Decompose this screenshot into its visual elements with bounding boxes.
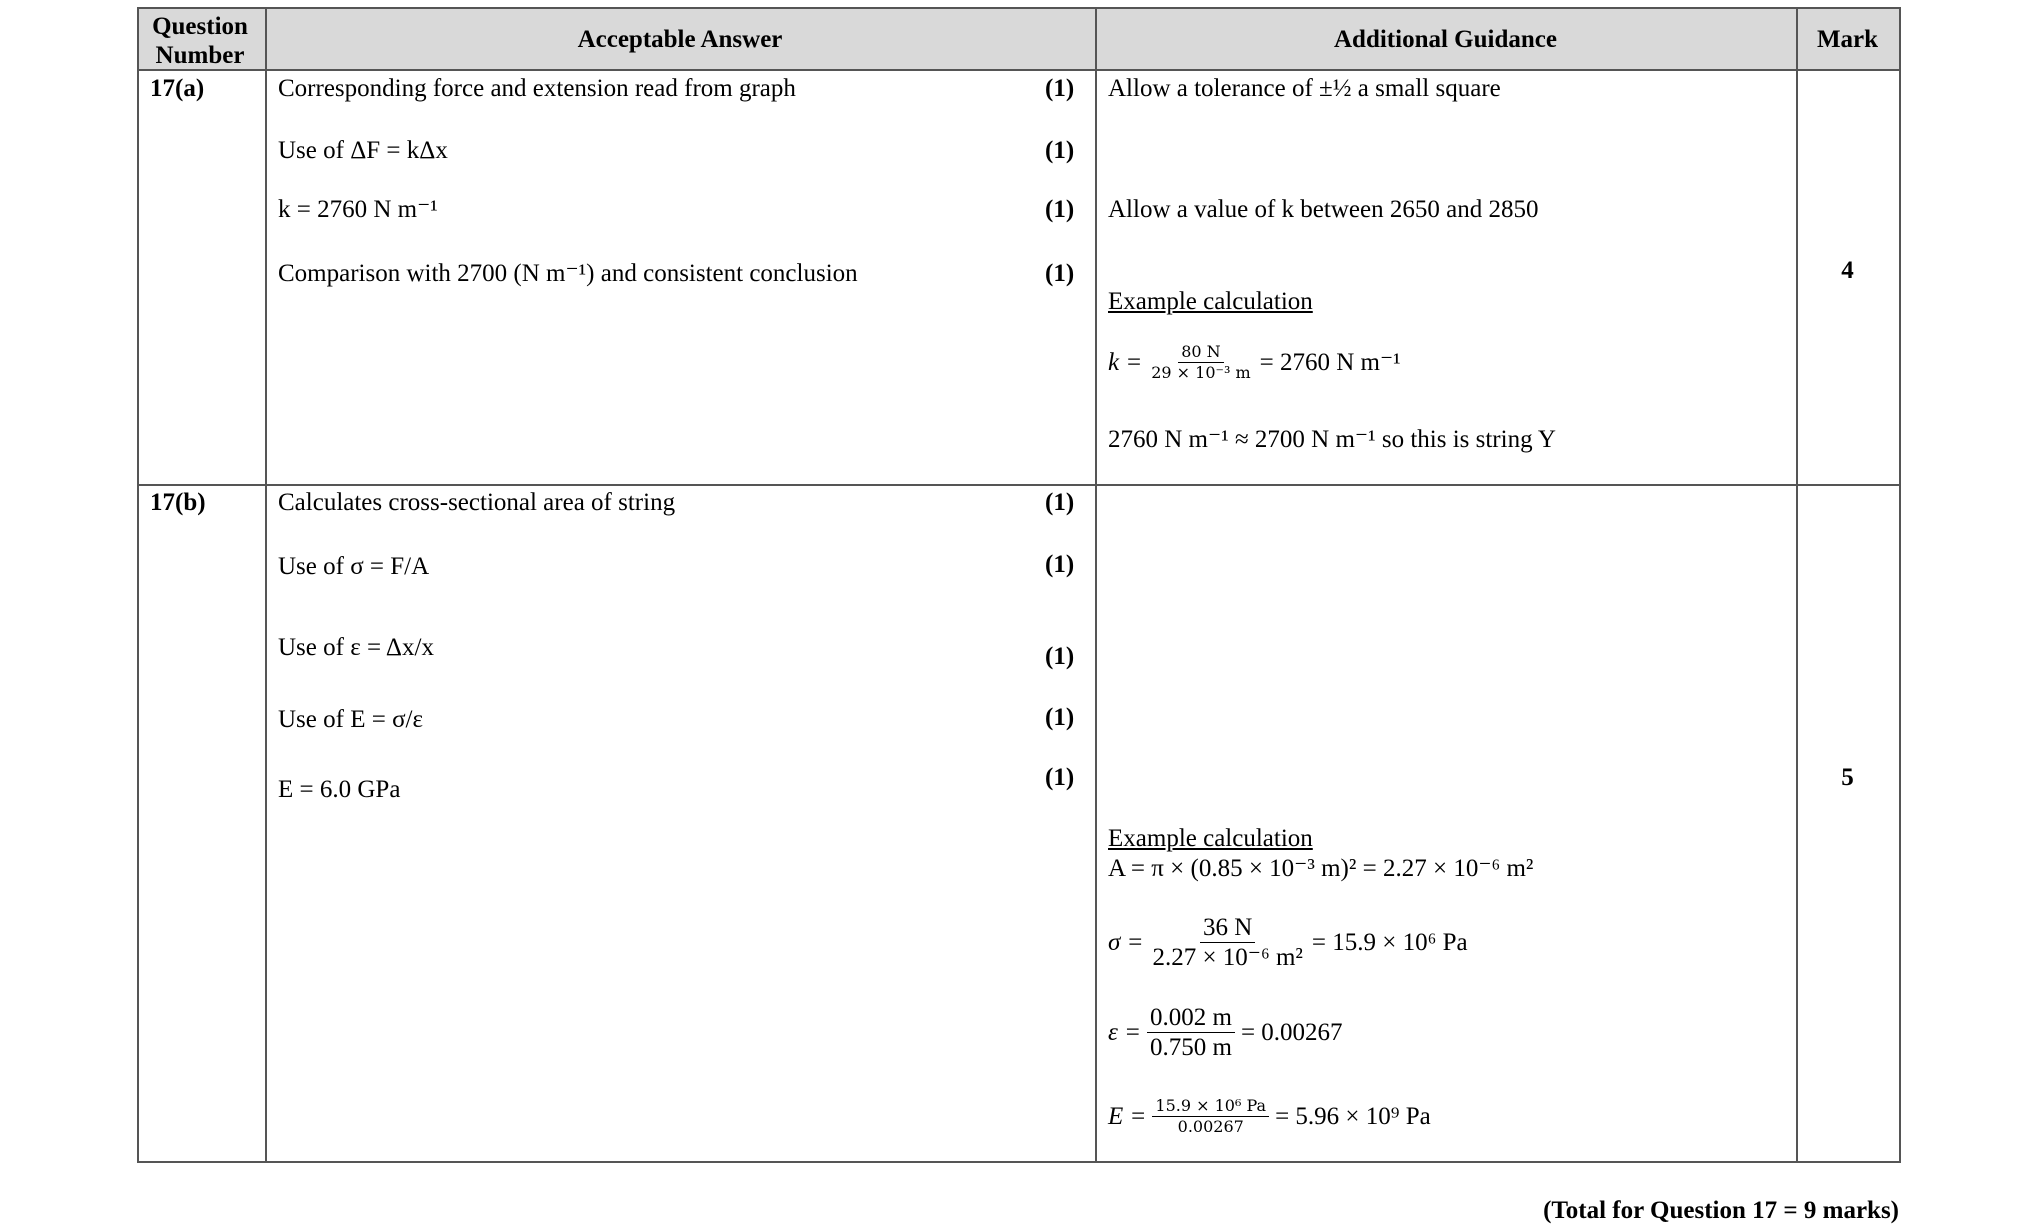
question-number-17b: 17(b) xyxy=(150,489,206,516)
divider xyxy=(265,7,267,1163)
answer-text: Corresponding force and extension read from graph xyxy=(278,75,796,102)
divider xyxy=(1899,7,1901,1163)
calculation-area: A = π × (0.85 × 10⁻³ m)² = 2.27 × 10⁻⁶ m² xyxy=(1108,855,1534,882)
example-calculation-k: k = $\frac{80 N}{\text{29 × 10⁻³ m}}$ = 2760 N m⁻¹ xyxy=(1108,342,1401,382)
calculation-stress: σ = $\frac{36 N}{\text{2.27 × 10⁻⁶ m²}}$ = 15.9 × 10⁶ Pa xyxy=(1108,914,1468,971)
divider xyxy=(1095,7,1097,1163)
answer-mark: (1) xyxy=(1045,196,1075,223)
answer-text: k = 2760 N m⁻¹ xyxy=(278,196,438,223)
guidance-tolerance: Allow a tolerance of ±½ a small square xyxy=(1108,75,1501,102)
answer-text: Use of ε = Δx/x xyxy=(278,634,434,661)
answer-mark: (1) xyxy=(1045,489,1075,516)
header-acceptable-answer: Acceptable Answer xyxy=(577,26,783,53)
example-heading: Example calculation xyxy=(1108,288,1313,315)
answer-text: Use of σ = F/A xyxy=(278,553,430,580)
question-number-17a: 17(a) xyxy=(150,75,205,102)
divider xyxy=(1796,7,1798,1163)
answer-text: Use of ΔF = kΔx xyxy=(278,137,448,164)
divider xyxy=(137,7,1900,9)
total-mark-17a: 4 xyxy=(1841,257,1854,284)
guidance-conclusion: 2760 N m⁻¹ ≈ 2700 N m⁻¹ so this is string Y xyxy=(1108,426,1556,453)
answer-mark: (1) xyxy=(1045,551,1075,578)
calculation-modulus: E = $\frac{\text{15.9 × 10⁶ Pa}}{0.00267}$ = 5.96 × 10⁹ Pa xyxy=(1108,1096,1431,1136)
total-mark-17b: 5 xyxy=(1841,764,1854,791)
answer-mark: (1) xyxy=(1045,764,1075,791)
header-question-number: Question Number xyxy=(152,13,248,69)
divider xyxy=(137,1161,1900,1163)
answer-mark: (1) xyxy=(1045,137,1075,164)
answer-mark: (1) xyxy=(1045,704,1075,731)
divider xyxy=(137,69,1900,71)
question-total: (Total for Question 17 = 9 marks) xyxy=(1543,1197,1899,1224)
divider xyxy=(137,484,1900,486)
divider xyxy=(137,7,139,1163)
header-mark: Mark xyxy=(1816,26,1879,53)
answer-text: Comparison with 2700 (N m⁻¹) and consistent conclusion xyxy=(278,260,858,287)
answer-mark: (1) xyxy=(1045,260,1075,287)
answer-text: Calculates cross-sectional area of string xyxy=(278,489,676,516)
calculation-strain: ε = $\frac{0.002 m}{0.750 m}$ = 0.00267 xyxy=(1108,1004,1343,1061)
answer-mark: (1) xyxy=(1045,75,1075,102)
answer-text: Use of E = σ/ε xyxy=(278,706,423,733)
guidance-k-range: Allow a value of k between 2650 and 2850 xyxy=(1108,196,1539,223)
answer-mark: (1) xyxy=(1045,643,1075,670)
header-additional-guidance: Additional Guidance xyxy=(1334,26,1557,53)
example-heading: Example calculation xyxy=(1108,825,1313,852)
answer-text: E = 6.0 GPa xyxy=(278,776,401,803)
